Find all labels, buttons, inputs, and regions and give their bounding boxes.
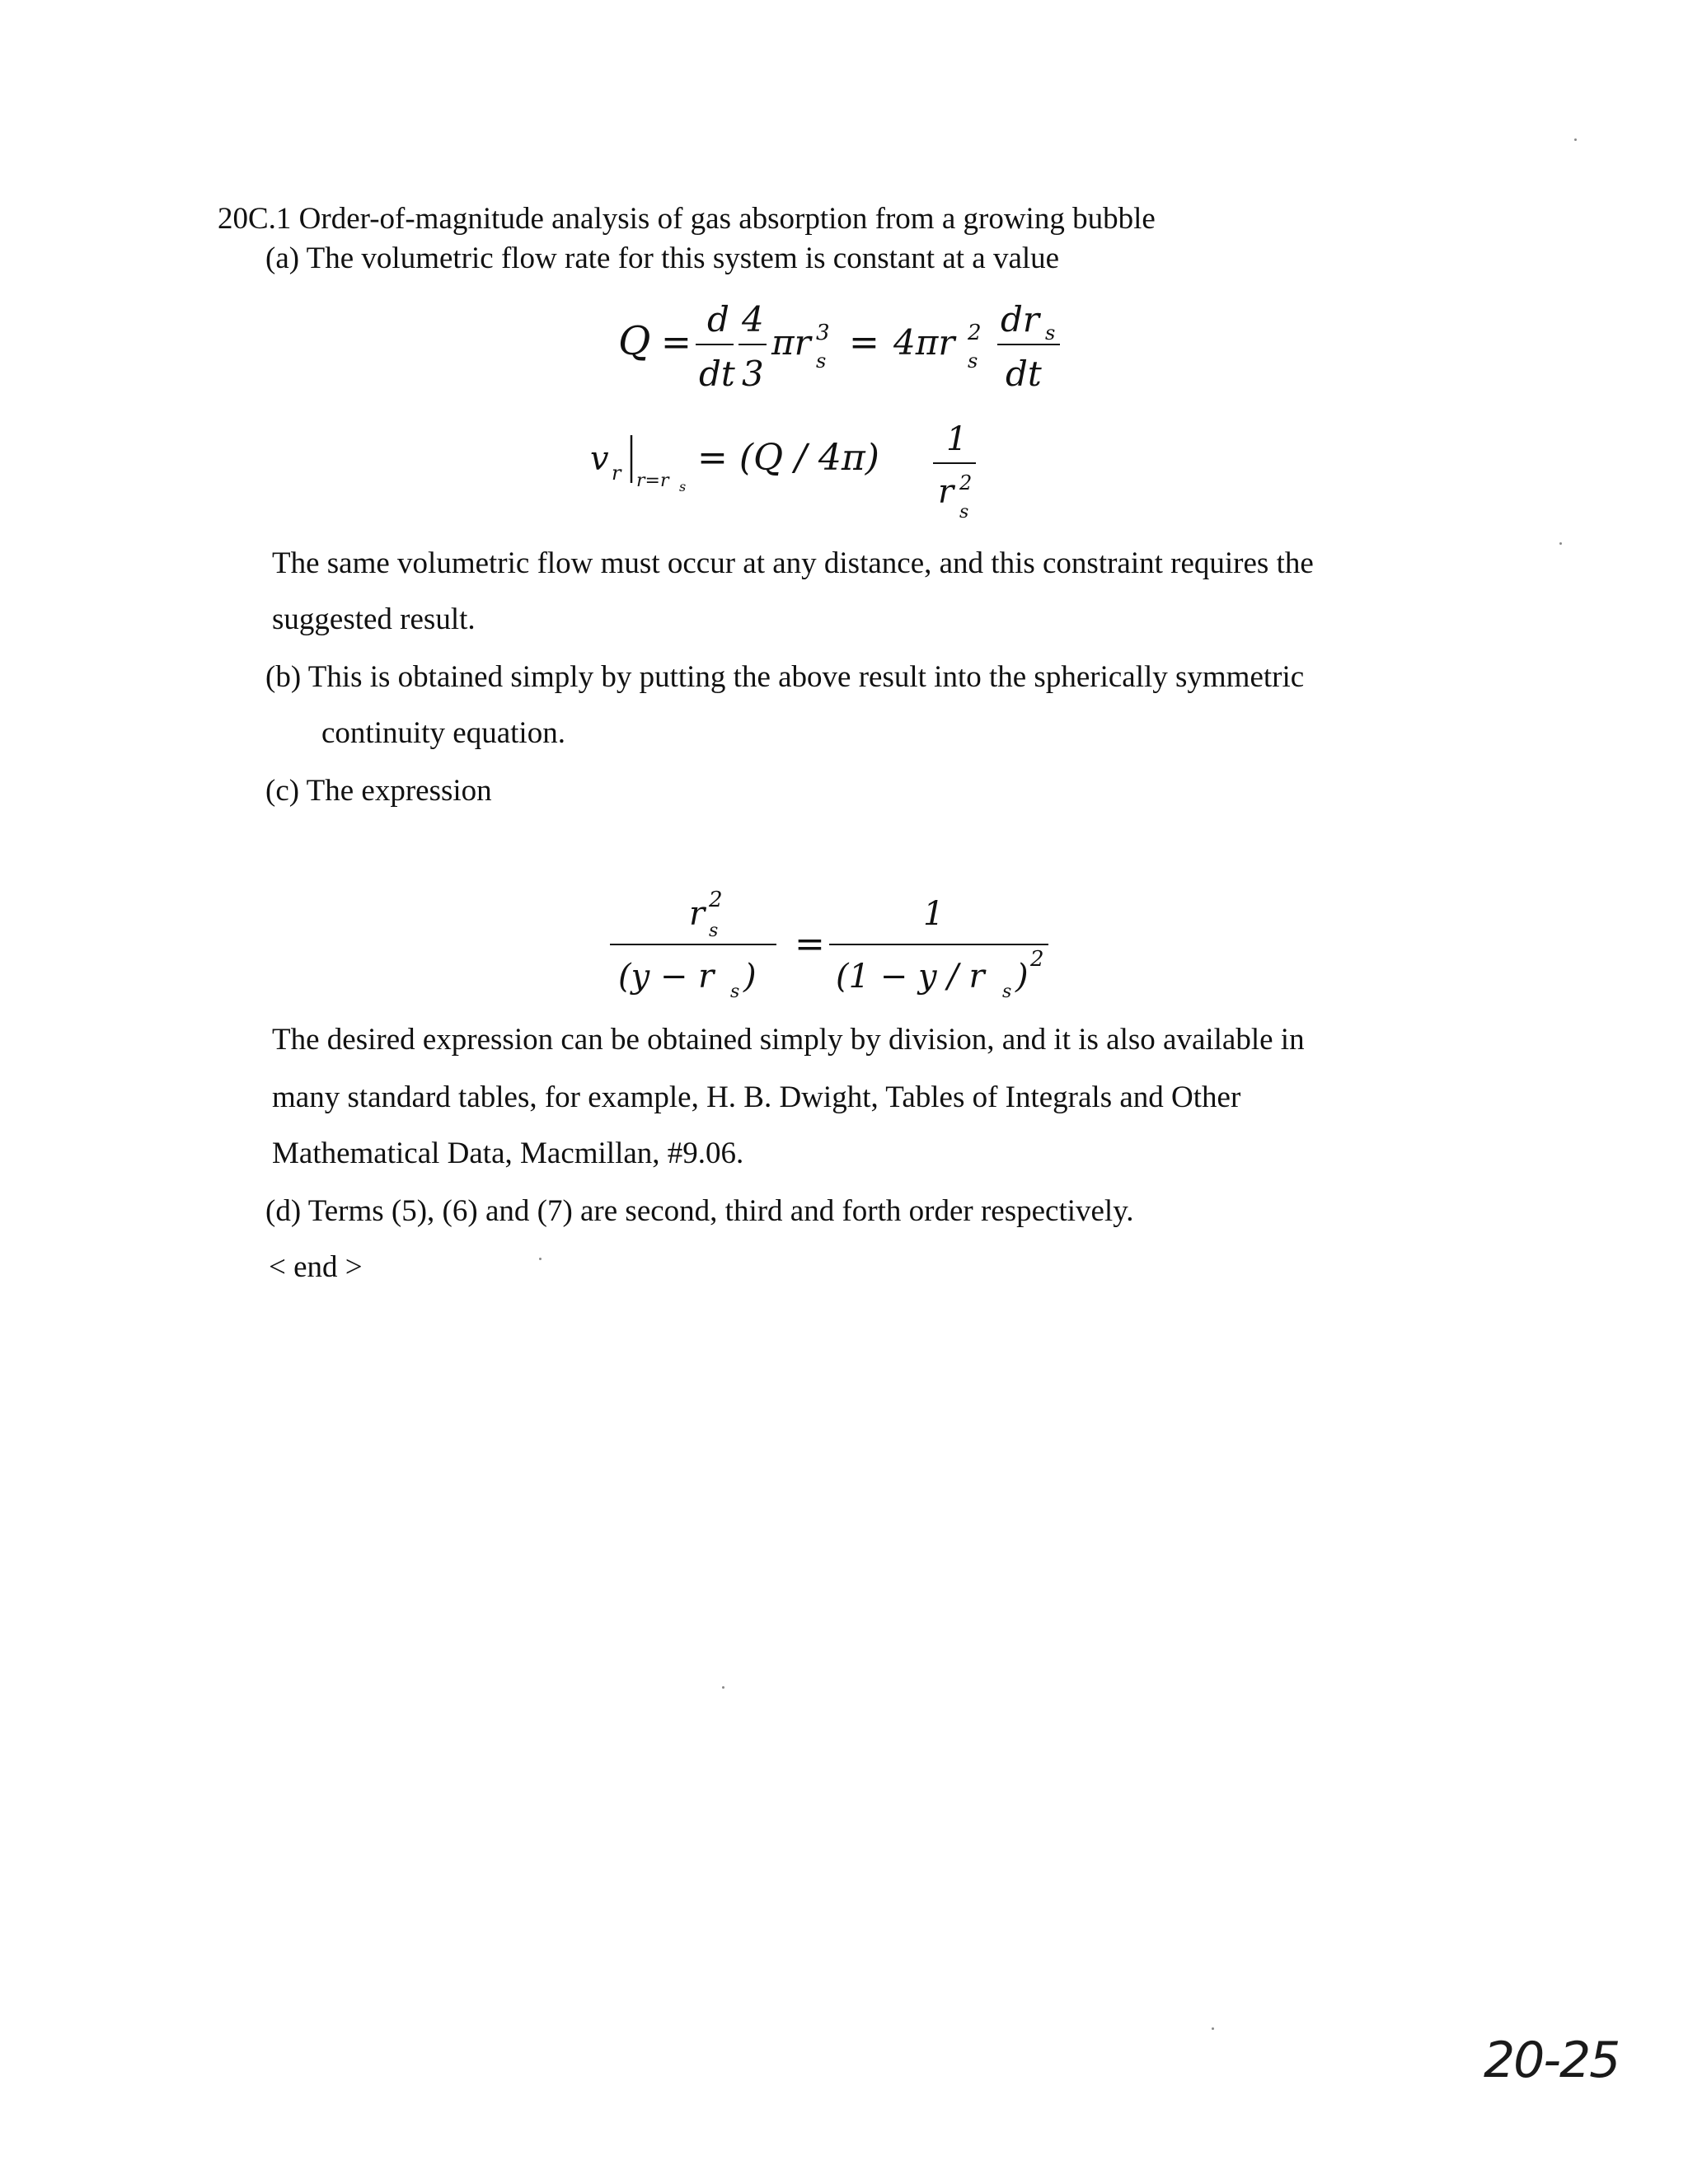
eq1-d: d — [707, 299, 729, 340]
part-a-intro: (a) The volumetric flow rate for this system is constant at a value — [265, 241, 1060, 275]
part-c-intro: (c) The expression — [265, 774, 492, 808]
scan-speck — [1559, 542, 1562, 545]
scan-speck — [722, 1686, 724, 1689]
eq1-sub-s: s — [816, 349, 827, 373]
eq3-num-left: r — [689, 895, 706, 933]
para-c-line-2: many standard tables, for example, H. B. Dwight, Tables of Integrals and Other — [272, 1080, 1241, 1114]
scan-speck — [1212, 2027, 1214, 2030]
eq1-three: 3 — [742, 354, 764, 394]
eq2-condition-sub: s — [679, 479, 687, 494]
eq2-square: 2 — [959, 471, 973, 494]
equation-velocity — [585, 412, 1014, 527]
eq2-r: r — [938, 473, 954, 511]
part-b-line-2: continuity equation. — [321, 716, 565, 750]
eq3-den-right: (1 − y / r — [836, 958, 985, 996]
eq3-num-left-sup: 2 — [709, 888, 723, 912]
eq1-cube: 3 — [816, 321, 830, 345]
eq2-sub-r: r — [612, 462, 621, 485]
page-number-handwritten: 20-25 — [1484, 2032, 1620, 2089]
scan-speck — [1574, 138, 1577, 141]
part-b-line-1: (b) This is obtained simply by putting the above result into the spherically symmetric — [265, 660, 1305, 694]
eq2-rhs: = (Q / 4π) — [697, 437, 879, 479]
para-c-line-1: The desired expression can be obtained simply by division, and it is also available in — [272, 1023, 1305, 1057]
eq2-one: 1 — [946, 420, 968, 458]
eq1-equals-2: = — [849, 321, 879, 363]
para-a-line-2: suggested result. — [272, 602, 476, 636]
problem-title: 20C.1 Order-of-magnitude analysis of gas absorption from a growing bubble — [218, 202, 1156, 236]
eq3-den-right-close: ) — [1015, 958, 1029, 996]
eq1-dt: dt — [699, 354, 735, 394]
eq3-den-left-sub: s — [730, 982, 740, 1002]
eq1-dt-2: dt — [1006, 354, 1042, 394]
eq3-num-right: 1 — [923, 895, 945, 933]
para-c-line-3: Mathematical Data, Macmillan, #9.06. — [272, 1137, 744, 1170]
eq2-condition: r=r — [636, 471, 669, 491]
eq1-Q: Q — [618, 318, 651, 364]
eq3-den-left: (y − r — [618, 958, 715, 996]
equation-flow-rate — [610, 288, 1104, 412]
eq2-sub-s: s — [959, 502, 969, 523]
eq3-den-left-close: ) — [743, 958, 757, 996]
eq1-pi-r: πr — [771, 322, 811, 363]
eq3-den-right-sup: 2 — [1030, 947, 1044, 972]
end-marker: < end > — [269, 1250, 363, 1284]
para-a-line-1: The same volumetric flow must occur at any distance, and this constraint requires the — [272, 546, 1314, 580]
eq2-v: v — [590, 440, 609, 478]
eq1-square: 2 — [968, 321, 982, 345]
eq1-drs-sub: s — [1045, 321, 1056, 344]
eq1-equals: = — [661, 321, 692, 363]
eq1-four-pi-r: 4πr — [893, 322, 955, 363]
eq1-drs: dr — [1001, 299, 1039, 340]
part-d: (d) Terms (5), (6) and (7) are second, third and forth order respectively. — [265, 1194, 1134, 1228]
eq1-four: 4 — [742, 299, 764, 340]
eq3-den-right-sub: s — [1002, 982, 1012, 1002]
eq3-equals: = — [795, 923, 825, 965]
scan-speck — [539, 1258, 542, 1260]
eq3-num-left-sub: s — [709, 921, 719, 941]
equation-expression — [585, 874, 1080, 1014]
eq1-sub-s-2: s — [968, 349, 978, 373]
